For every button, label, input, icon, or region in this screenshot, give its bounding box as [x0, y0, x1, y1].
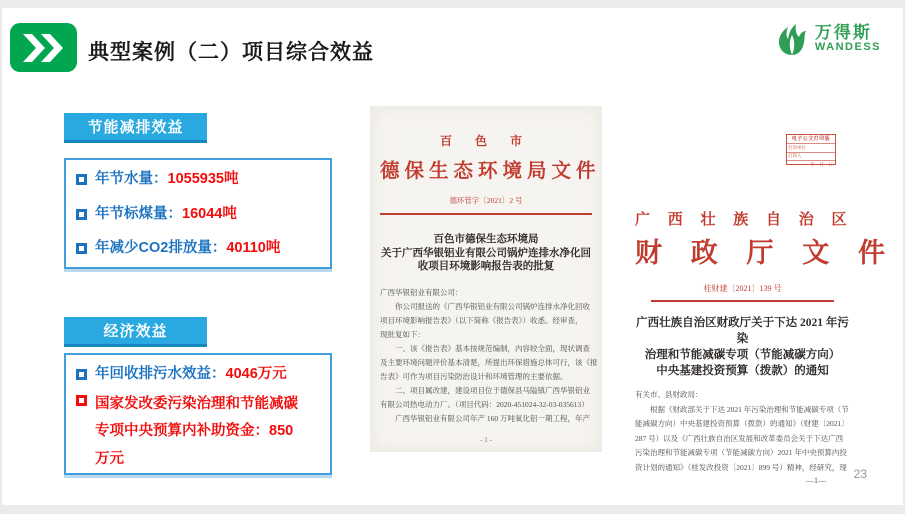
doc-body-line: 根据《财政部关于下达 2021 年污染治理和节能减碳专项（节 — [650, 404, 849, 414]
doc-page-footer: —1— — [806, 476, 826, 485]
square-bullet-icon — [76, 395, 87, 406]
doc-body-line: 资计划的通知》（桂发改投资〔2021〕899 号）精神，经研究，现 — [635, 462, 847, 472]
stat-text — [95, 170, 238, 190]
stamp-header: 电子公文打印版 — [787, 135, 835, 144]
doc-body-line: 能减碳方向）中央基建投资预算（拨款）的通知》（财建〔2021〕 — [635, 419, 849, 428]
page-title: 典型案例（二）项目综合效益 — [88, 41, 374, 64]
stat-text — [95, 205, 237, 225]
doc-title-line: 收项目环境影响报告表的批复 — [417, 261, 555, 272]
wandess-logo — [775, 22, 881, 56]
stamp-row-date: 年 月 日 — [810, 161, 833, 167]
economic-stats-box — [64, 353, 332, 475]
stat-text — [95, 365, 287, 385]
square-bullet-icon — [76, 174, 87, 185]
doc-number: 桂财建〔2021〕139 号 — [703, 284, 782, 293]
doc-body-line: 有限公司热电动力厂。（项目代码：2020-451024-32-03-035613） — [380, 399, 589, 409]
stat-label: 年回收排污水效益： — [95, 366, 226, 382]
doc-red-rule — [651, 300, 834, 302]
section-header-economic: 经济效益 — [64, 317, 207, 347]
stat-subsidy — [76, 391, 322, 474]
doc-body-line: 你公司报送的《广西华银铝业有限公司锅炉连排水净化回收 — [395, 301, 590, 311]
doc-body — [635, 388, 850, 475]
double-chevron-icon — [10, 23, 77, 72]
doc-body-line: 及主要环境问题评价基本清楚，所提出环保措施总体可行，该《报 — [380, 357, 598, 367]
document-finance-notice — [614, 113, 896, 485]
doc-city-name: 百 色 市 — [439, 134, 532, 148]
doc-body-line: 现批复如下： — [380, 329, 425, 339]
doc-body-line: 二、项目属改建，建设项目位于德保县马隘镇广西华银铝业 — [395, 385, 590, 395]
stat-value: 4046万元 — [225, 366, 287, 382]
doc-title-line: 关于广西华银铝业有限公司锅炉连排水净化回 — [381, 247, 591, 259]
chevron-arrows-glyph — [19, 32, 69, 64]
logo-text-cn: 万得斯 — [814, 23, 872, 43]
stat-label: 年减少CO2排放量： — [95, 240, 227, 257]
slide-canvas — [2, 8, 903, 505]
doc-body-line: 广西华银铝业有限公司： — [380, 287, 463, 297]
stat-text — [95, 239, 280, 259]
logo-text-en: WANDESS — [814, 41, 881, 54]
doc-number: 德环管字〔2021〕2 号 — [449, 196, 523, 205]
stat-value: 1055935吨 — [167, 171, 239, 187]
doc-body-line: 广西华银铝业有限公司年产 160 万吨氧化铝一期工程，年产 — [395, 413, 590, 423]
stat-label: 年节水量： — [95, 171, 168, 187]
doc-region-name: 广 西 壮 族 自 治 区 — [635, 212, 854, 228]
stat-coal-saved — [76, 205, 322, 225]
doc-title-line: 百色市德保生态环境局 — [433, 234, 539, 245]
stat-water-saved — [76, 170, 322, 190]
doc-body — [380, 286, 598, 426]
wandess-logo-icon — [775, 22, 809, 56]
square-bullet-icon — [76, 369, 87, 380]
stat-co2-reduced — [76, 239, 322, 259]
doc-body-line: 一、该《报告表》基本按规范编制，内容较全面，现状调查 — [395, 343, 590, 353]
electronic-doc-stamp — [786, 134, 836, 165]
stat-value: 40110吨 — [226, 240, 281, 257]
energy-stats-box — [64, 158, 332, 269]
slide-page-number: 23 — [853, 467, 867, 481]
doc-body-line: 污染治理和节能减碳专项（节能减碳方向）2021 年中央预算内投 — [635, 448, 847, 457]
stamp-row-person: 打印人 — [787, 153, 835, 162]
stamp-row-unit: 打印单位 — [787, 144, 835, 153]
doc-red-rule — [380, 213, 592, 215]
doc-agency-name: 德保生态环境局文件 — [380, 161, 601, 182]
doc-body-line: 有关市、县财政局： — [635, 390, 703, 399]
stat-text: 国家发改委污染治理和节能减碳专项中央预算内补助资金：850万元 — [95, 395, 298, 467]
doc-title-line: 治理和节能减碳专项（节能减碳方向） — [644, 349, 841, 361]
doc-title — [380, 233, 592, 274]
doc-title-line: 中央基建投资预算（拨款）的通知 — [656, 365, 829, 377]
doc-title — [635, 315, 850, 379]
doc-page-footer: - 1 - — [480, 435, 492, 444]
doc-title-line: 广西壮族自治区财政厅关于下达 2021 年污染 — [636, 317, 849, 345]
doc-body-line: 告表》可作为项目污染防治设计和环境管理的主要依据。 — [380, 371, 568, 381]
stat-value: 16044吨 — [182, 205, 237, 222]
square-bullet-icon — [76, 209, 87, 220]
stat-label: 年节标煤量： — [95, 205, 182, 222]
square-bullet-icon — [76, 243, 87, 254]
section-header-energy: 节能减排效益 — [64, 113, 207, 143]
document-debao-approval — [370, 106, 602, 452]
doc-agency-name: 财 政 厅 文 件 — [635, 238, 896, 268]
doc-body-line: 项目环境影响报告表》（以下简称《报告表》）收悉。经审查， — [380, 315, 583, 325]
doc-body-line: 287 号）以及《广西壮族自治区发展和改革委员会关于下达广西 — [635, 433, 844, 443]
stat-wastewater-benefit — [76, 365, 322, 385]
